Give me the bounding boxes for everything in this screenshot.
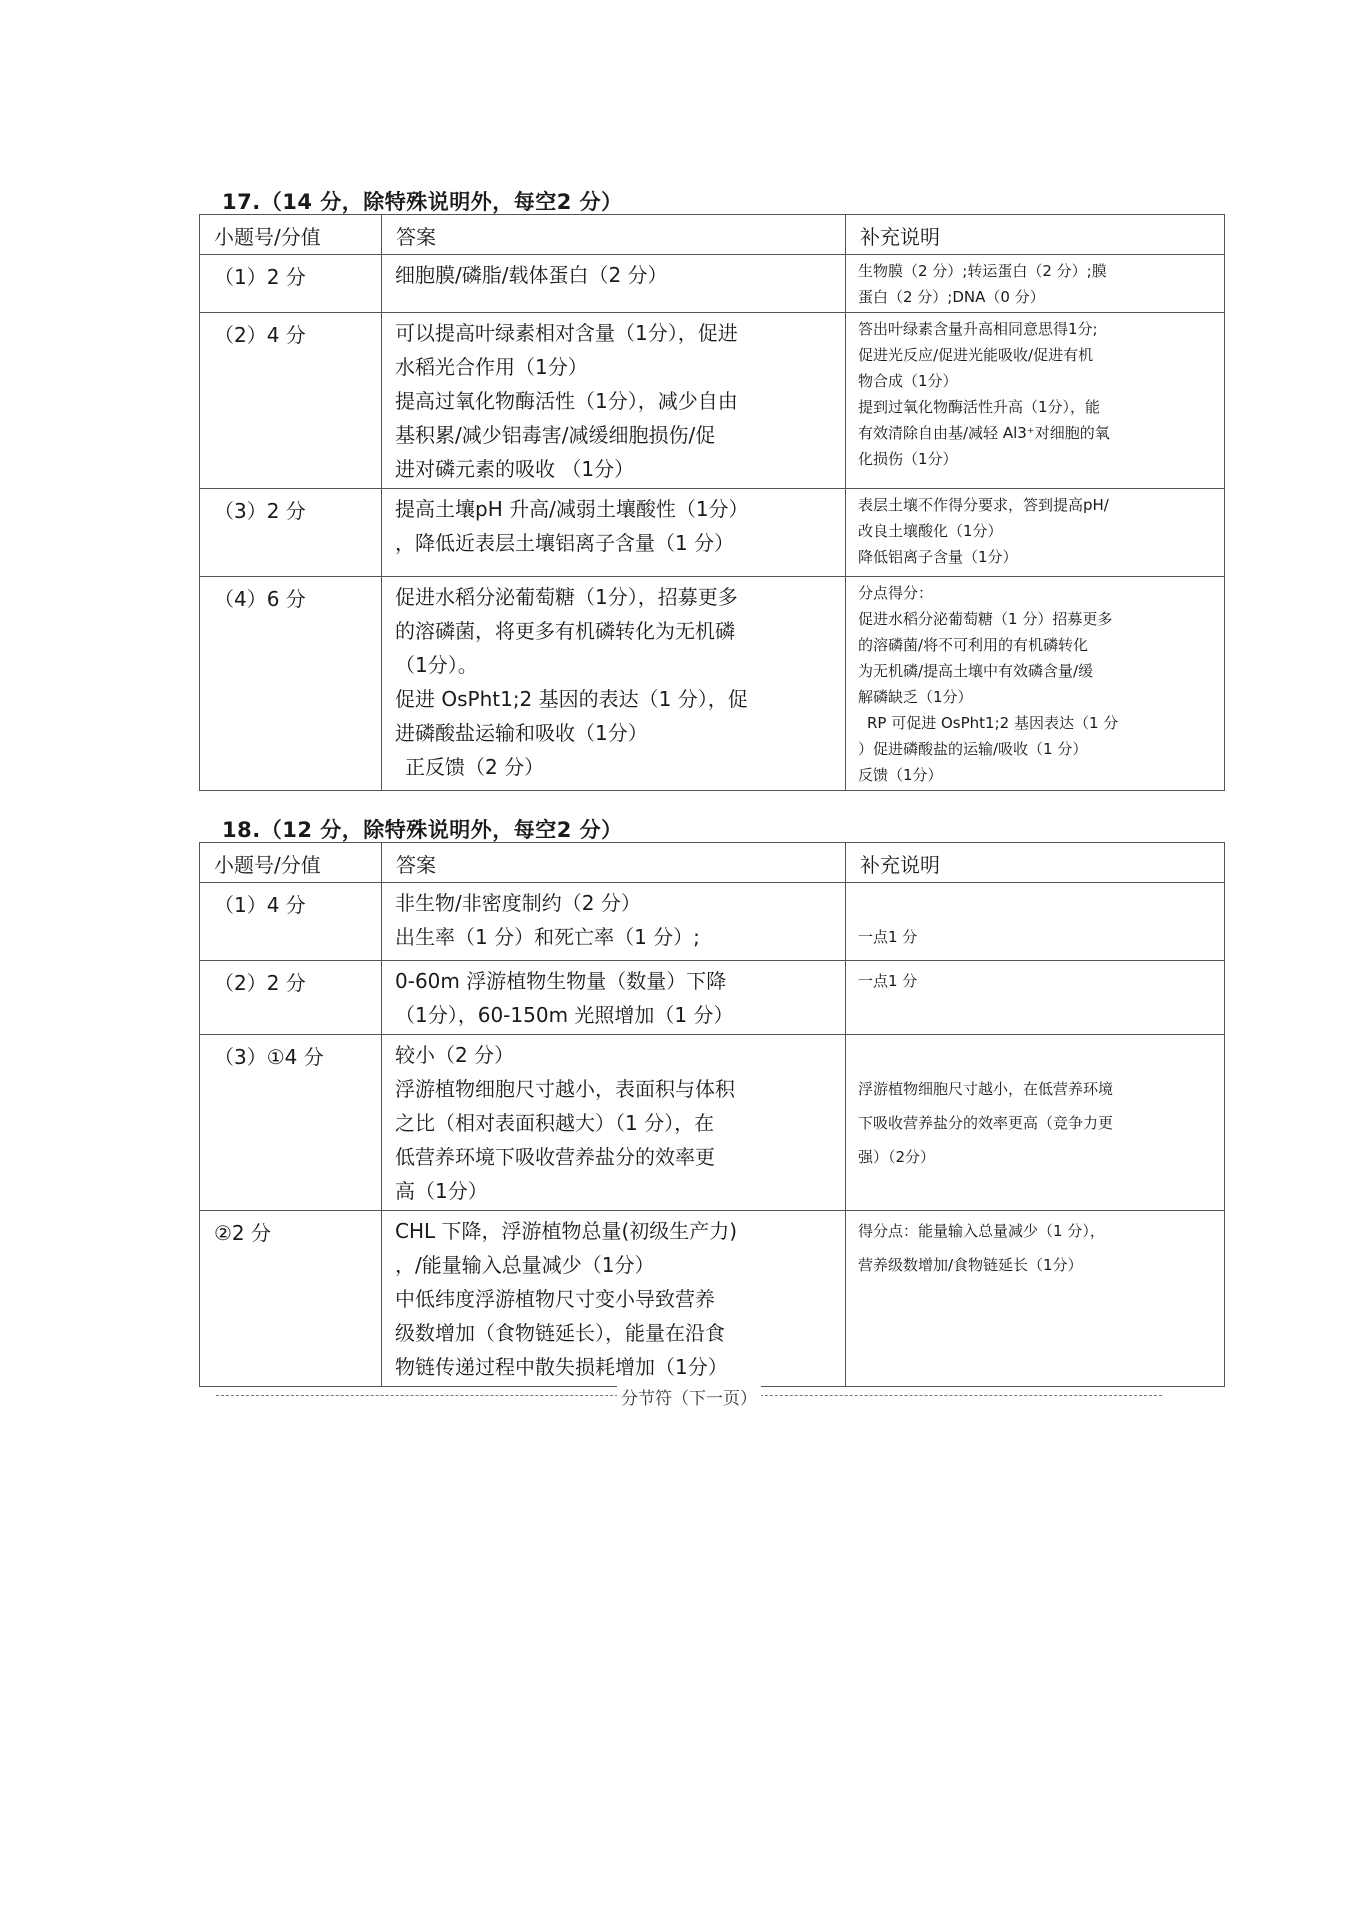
row-note: [846, 961, 1225, 1035]
header-answer: 答案: [382, 215, 846, 255]
answer-line: 0-60m 浮游植物生物量（数量）下降: [395, 969, 727, 993]
answer-line: 正反馈（2 分）: [405, 755, 545, 779]
row-answer: [382, 489, 846, 577]
note-line: 反馈（1分）: [858, 766, 943, 784]
note-line: 得分点：能量输入总量减少（1 分），: [858, 1222, 1105, 1240]
note-line: 生物膜（2 分）;转运蛋白（2 分）;膜: [858, 262, 1107, 280]
answer-line: 高（1分）: [395, 1179, 488, 1203]
note-line: 的溶磷菌/将不可利用的有机磷转化: [858, 636, 1089, 654]
note-line: 化损伤（1分）: [858, 450, 958, 468]
header-number: 小题号/分值: [200, 843, 382, 883]
answer-line: 促进 OsPht1;2 基因的表达（1 分），促: [395, 687, 748, 711]
row-note: [846, 1035, 1225, 1211]
answer-line: 低营养环境下吸收营养盐分的效率更: [395, 1145, 715, 1169]
note-line: 营养级数增加/食物链延长（1分）: [858, 1256, 1083, 1274]
answer-line: （1分）。: [395, 653, 478, 677]
table-row: [200, 961, 1225, 1035]
answer-line: 较小（2 分）: [395, 1043, 515, 1067]
answer-line: 出生率（1 分）和死亡率（1 分）;: [395, 925, 700, 949]
note-line: 提到过氧化物酶活性升高（1分），能: [858, 398, 1101, 416]
answer-line: 可以提高叶绿素相对含量（1分），促进: [395, 321, 738, 345]
row-number: （1）4 分: [200, 883, 382, 961]
note-spacer: [858, 886, 1214, 920]
row-number: （3）①4 分: [200, 1035, 382, 1211]
answer-line: 浮游植物细胞尺寸越小，表面积与体积: [395, 1077, 735, 1101]
note-line: ）促进磷酸盐的运输/吸收（1 分）: [858, 740, 1088, 758]
answer-line: 非生物/非密度制约（2 分）: [395, 891, 641, 915]
answer-line: 中低纬度浮游植物尺寸变小导致营养: [395, 1287, 715, 1311]
answer-line: CHL 下降，浮游植物总量(初级生产力): [395, 1219, 738, 1243]
answer-line: 的溶磷菌，将更多有机磷转化为无机磷: [395, 619, 735, 643]
row-note: [846, 883, 1225, 961]
note-line: 一点1 分: [858, 928, 918, 946]
table-row: [200, 883, 1225, 961]
answer-line: 进对磷元素的吸收 （1分）: [395, 457, 635, 481]
row-note: [846, 1211, 1225, 1387]
answer-line: （1分），60-150m 光照增加（1 分）: [395, 1003, 734, 1027]
table-header-row: [200, 215, 1225, 255]
row-number: （3）2 分: [200, 489, 382, 577]
table-row: [200, 577, 1225, 791]
note-line: 解磷缺乏（1分）: [858, 688, 973, 706]
table-row: [200, 255, 1225, 313]
answer-line: 提高过氧化物酶活性（1分），减少自由: [395, 389, 738, 413]
note-line: 强）（2分）: [858, 1148, 936, 1166]
section-break: [216, 1384, 1162, 1409]
row-note: [846, 313, 1225, 489]
answer-line: 基积累/减少铝毒害/减缓细胞损伤/促: [395, 423, 716, 447]
row-answer: [382, 313, 846, 489]
note-line: 下吸收营养盐分的效率更高（竞争力更: [858, 1114, 1114, 1132]
row-answer: [382, 883, 846, 961]
note-line: 表层土壤不作得分要求，答到提高pH/: [858, 496, 1109, 514]
note-line: RP 可促进 OsPht1;2 基因表达（1 分: [867, 714, 1119, 732]
row-answer: [382, 1211, 846, 1387]
row-number: （4）6 分: [200, 577, 382, 791]
header-note: 补充说明: [846, 215, 1225, 255]
row-note: [846, 255, 1225, 313]
row-note: [846, 489, 1225, 577]
row-answer: [382, 255, 846, 313]
answer-line: 提高土壤pH 升高/减弱土壤酸性（1分）: [395, 497, 749, 521]
note-line: 促进光反应/促进光能吸收/促进有机: [858, 346, 1094, 364]
table-row: [200, 1211, 1225, 1387]
section-break-label: 分节符（下一页）: [617, 1384, 761, 1409]
note-line: 改良土壤酸化（1分）: [858, 522, 1003, 540]
answer-line: 进磷酸盐运输和吸收（1分）: [395, 721, 648, 745]
note-line: 促进水稻分泌葡萄糖（1 分）招募更多: [858, 610, 1113, 628]
answer-line: 水稻光合作用（1分）: [395, 355, 588, 379]
note-line: 为无机磷/提高土壤中有效磷含量/缓: [858, 662, 1094, 680]
header-number: 小题号/分值: [200, 215, 382, 255]
answer-line: 之比（相对表面积越大）（1 分），在: [395, 1111, 715, 1135]
answer-line: ，降低近表层土壤铝离子含量（1 分）: [395, 531, 735, 555]
table-row: [200, 313, 1225, 489]
note-line: 有效清除自由基/减轻 Al3⁺对细胞的氧: [858, 424, 1110, 442]
note-line: 答出叶绿素含量升高相同意思得1分;: [858, 320, 1098, 338]
header-answer: 答案: [382, 843, 846, 883]
note-line: 蛋白（2 分）;DNA（0 分）: [858, 288, 1045, 306]
table-row: [200, 489, 1225, 577]
note-line: 浮游植物细胞尺寸越小，在低营养环境: [858, 1080, 1114, 1098]
q17-table: [199, 214, 1225, 791]
answer-line: 促进水稻分泌葡萄糖（1分），招募更多: [395, 585, 738, 609]
row-number: （2）4 分: [200, 313, 382, 489]
answer-line: 物链传递过程中散失损耗增加（1分）: [395, 1355, 728, 1379]
note-spacer: [858, 1038, 1214, 1072]
q18-table: [199, 842, 1225, 1387]
row-answer: [382, 1035, 846, 1211]
row-answer: [382, 577, 846, 791]
note-line: 降低铝离子含量（1分）: [858, 548, 1018, 566]
row-answer: [382, 961, 846, 1035]
row-number: ②2 分: [200, 1211, 382, 1387]
row-number: （2）2 分: [200, 961, 382, 1035]
note-line: 一点1 分: [858, 972, 918, 990]
table-header-row: [200, 843, 1225, 883]
note-line: 分点得分：: [858, 584, 934, 602]
answer-line: 级数增加（食物链延长），能量在沿食: [395, 1321, 725, 1345]
note-line: 物合成（1分）: [858, 372, 958, 390]
table-row: [200, 1035, 1225, 1211]
answer-line: 细胞膜/磷脂/载体蛋白（2 分）: [395, 263, 668, 287]
q18-heading: 18.（12 分，除特殊说明外，每空2 分）: [222, 818, 623, 842]
q17-heading: 17.（14 分，除特殊说明外，每空2 分）: [222, 190, 623, 214]
header-note: 补充说明: [846, 843, 1225, 883]
answer-line: ，/能量输入总量减少（1分）: [395, 1253, 655, 1277]
row-number: （1）2 分: [200, 255, 382, 313]
row-note: [846, 577, 1225, 791]
